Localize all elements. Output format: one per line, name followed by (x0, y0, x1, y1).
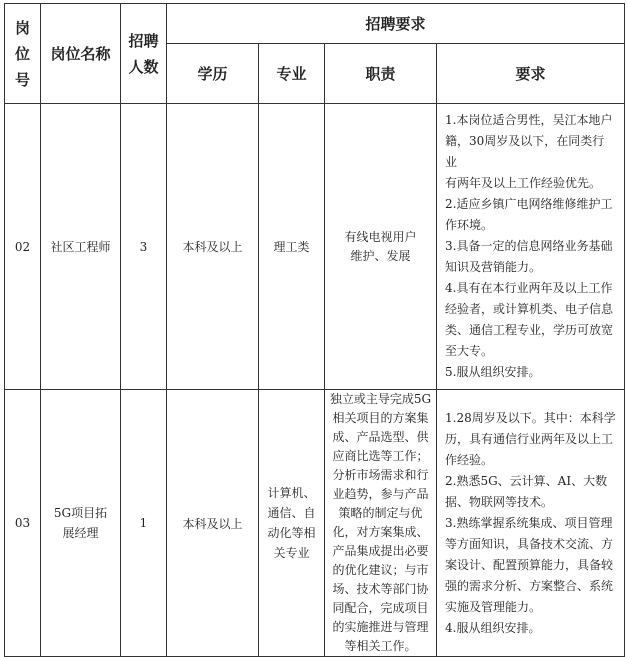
requirement-line: 3.熟练掌握系统集成、项目管理 (445, 515, 613, 530)
header-hire-count (121, 4, 167, 104)
header-position-name: 岗位名称 (41, 4, 121, 104)
requirement-line: 1.28周岁及以下。其中：本科学 (445, 410, 616, 425)
duty-line: 策略的制定与优 (338, 506, 423, 520)
duty-line: 分析市场需求和行 (332, 468, 429, 482)
requirement-line: 据、物联网等技术。 (445, 494, 554, 509)
recruitment-table (4, 3, 625, 657)
header-education: 学历 (167, 44, 259, 104)
requirement-line: 历，具有通信行业两年及以上工 (445, 431, 614, 446)
requirement-line: 作环境。 (445, 218, 494, 232)
requirement-line: 知识及营销能力。 (445, 260, 542, 274)
table-row (5, 104, 625, 390)
cell-major (259, 104, 325, 390)
header-requirements: 要求 (437, 44, 625, 104)
requirement-line: 至大专。 (445, 344, 494, 358)
cell-duties (325, 390, 437, 657)
header-id-char: 岗 (14, 18, 30, 37)
header-id-char: 号 (14, 70, 30, 89)
requirement-line: 4.具有在本行业两年及以上工作 (445, 281, 613, 295)
requirement-line: 籍，30周岁及以下，在同类行业 (445, 134, 605, 169)
duty-line: 业趋势，参与产品 (332, 487, 429, 501)
duty-line: 等相关工作。 (344, 639, 417, 653)
header-duties: 职责 (325, 44, 437, 104)
duty-line: 独立或主导完成5G (329, 392, 432, 406)
requirement-line: 2.熟悉5G、云计算、AI、大数 (445, 473, 608, 488)
cell-requirements (437, 104, 625, 390)
cell-hire-count: 1 (121, 390, 167, 657)
header-count-line: 人数 (128, 57, 159, 76)
duty-line: 相关项目的方案集 (332, 411, 429, 425)
header-id-char: 位 (14, 44, 30, 63)
duty-line: 的优化建议；与市 (332, 563, 429, 577)
duty-line: 产品集成提出必要 (332, 544, 429, 558)
major-line: 动化等相 (267, 526, 316, 540)
cell-hire-count: 3 (121, 104, 167, 390)
name-line: 社区工程师 (50, 239, 111, 254)
duty-line: 有线电视用户 (344, 229, 417, 244)
table-row (5, 390, 625, 657)
duty-line: 场、技术等部门协 (332, 582, 429, 596)
header-major: 专业 (259, 44, 325, 104)
duty-line: 同配合，完成项目 (332, 601, 429, 615)
name-line: 展经理 (62, 526, 99, 540)
requirement-line: 类、通信工程专业，学历可放宽 (445, 323, 614, 337)
duty-line: 成、产品选型、供 (332, 430, 429, 444)
duty-line: 的实施推进与管理 (332, 620, 429, 634)
cell-duties (325, 104, 437, 390)
cell-position-id: 02 (5, 104, 41, 390)
requirement-line: 5.服从组织安排。 (445, 365, 541, 379)
major-line: 计算机、 (267, 486, 316, 500)
header-count-line: 招聘 (128, 31, 159, 50)
requirement-line: 2.适应乡镇广电网络维修维护工 (445, 197, 613, 211)
requirement-line: 案设计、配置预算能力，具备较 (445, 557, 614, 572)
duty-line: 应商比选等工作； (332, 449, 429, 463)
requirement-line: 等方面知识，具备技术交流、方 (445, 536, 614, 551)
name-line: 5G项目拓 (53, 506, 108, 520)
major-line: 理工类 (273, 239, 310, 254)
cell-education: 本科及以上 (167, 390, 259, 657)
requirement-line: 强的需求分析、方案整合、系统 (445, 578, 614, 593)
requirement-line: 实施及管理能力。 (445, 599, 542, 614)
requirement-line: 作经验。 (445, 452, 494, 467)
cell-requirements (437, 390, 625, 657)
duty-line: 化，对方案集成、 (332, 525, 429, 539)
duty-line: 维护、发展 (350, 248, 411, 263)
cell-education: 本科及以上 (167, 104, 259, 390)
cell-position-name (41, 390, 121, 657)
requirement-line: 有两年及以上工作经验优先。 (445, 176, 602, 190)
cell-major (259, 390, 325, 657)
header-requirements-group: 招聘要求 (167, 4, 625, 44)
cell-position-id: 03 (5, 390, 41, 657)
requirement-line: 1.本岗位适合男性，吴江本地户 (445, 113, 613, 127)
requirement-line: 经验者，或计算机类、电子信息 (445, 302, 614, 316)
major-line: 关专业 (273, 546, 310, 560)
major-line: 通信、自 (267, 506, 316, 520)
requirement-line: 3.具备一定的信息网络业务基础 (445, 239, 613, 253)
header-position-id (5, 4, 41, 104)
requirement-line: 4.服从组织安排。 (445, 620, 541, 635)
cell-position-name (41, 104, 121, 390)
